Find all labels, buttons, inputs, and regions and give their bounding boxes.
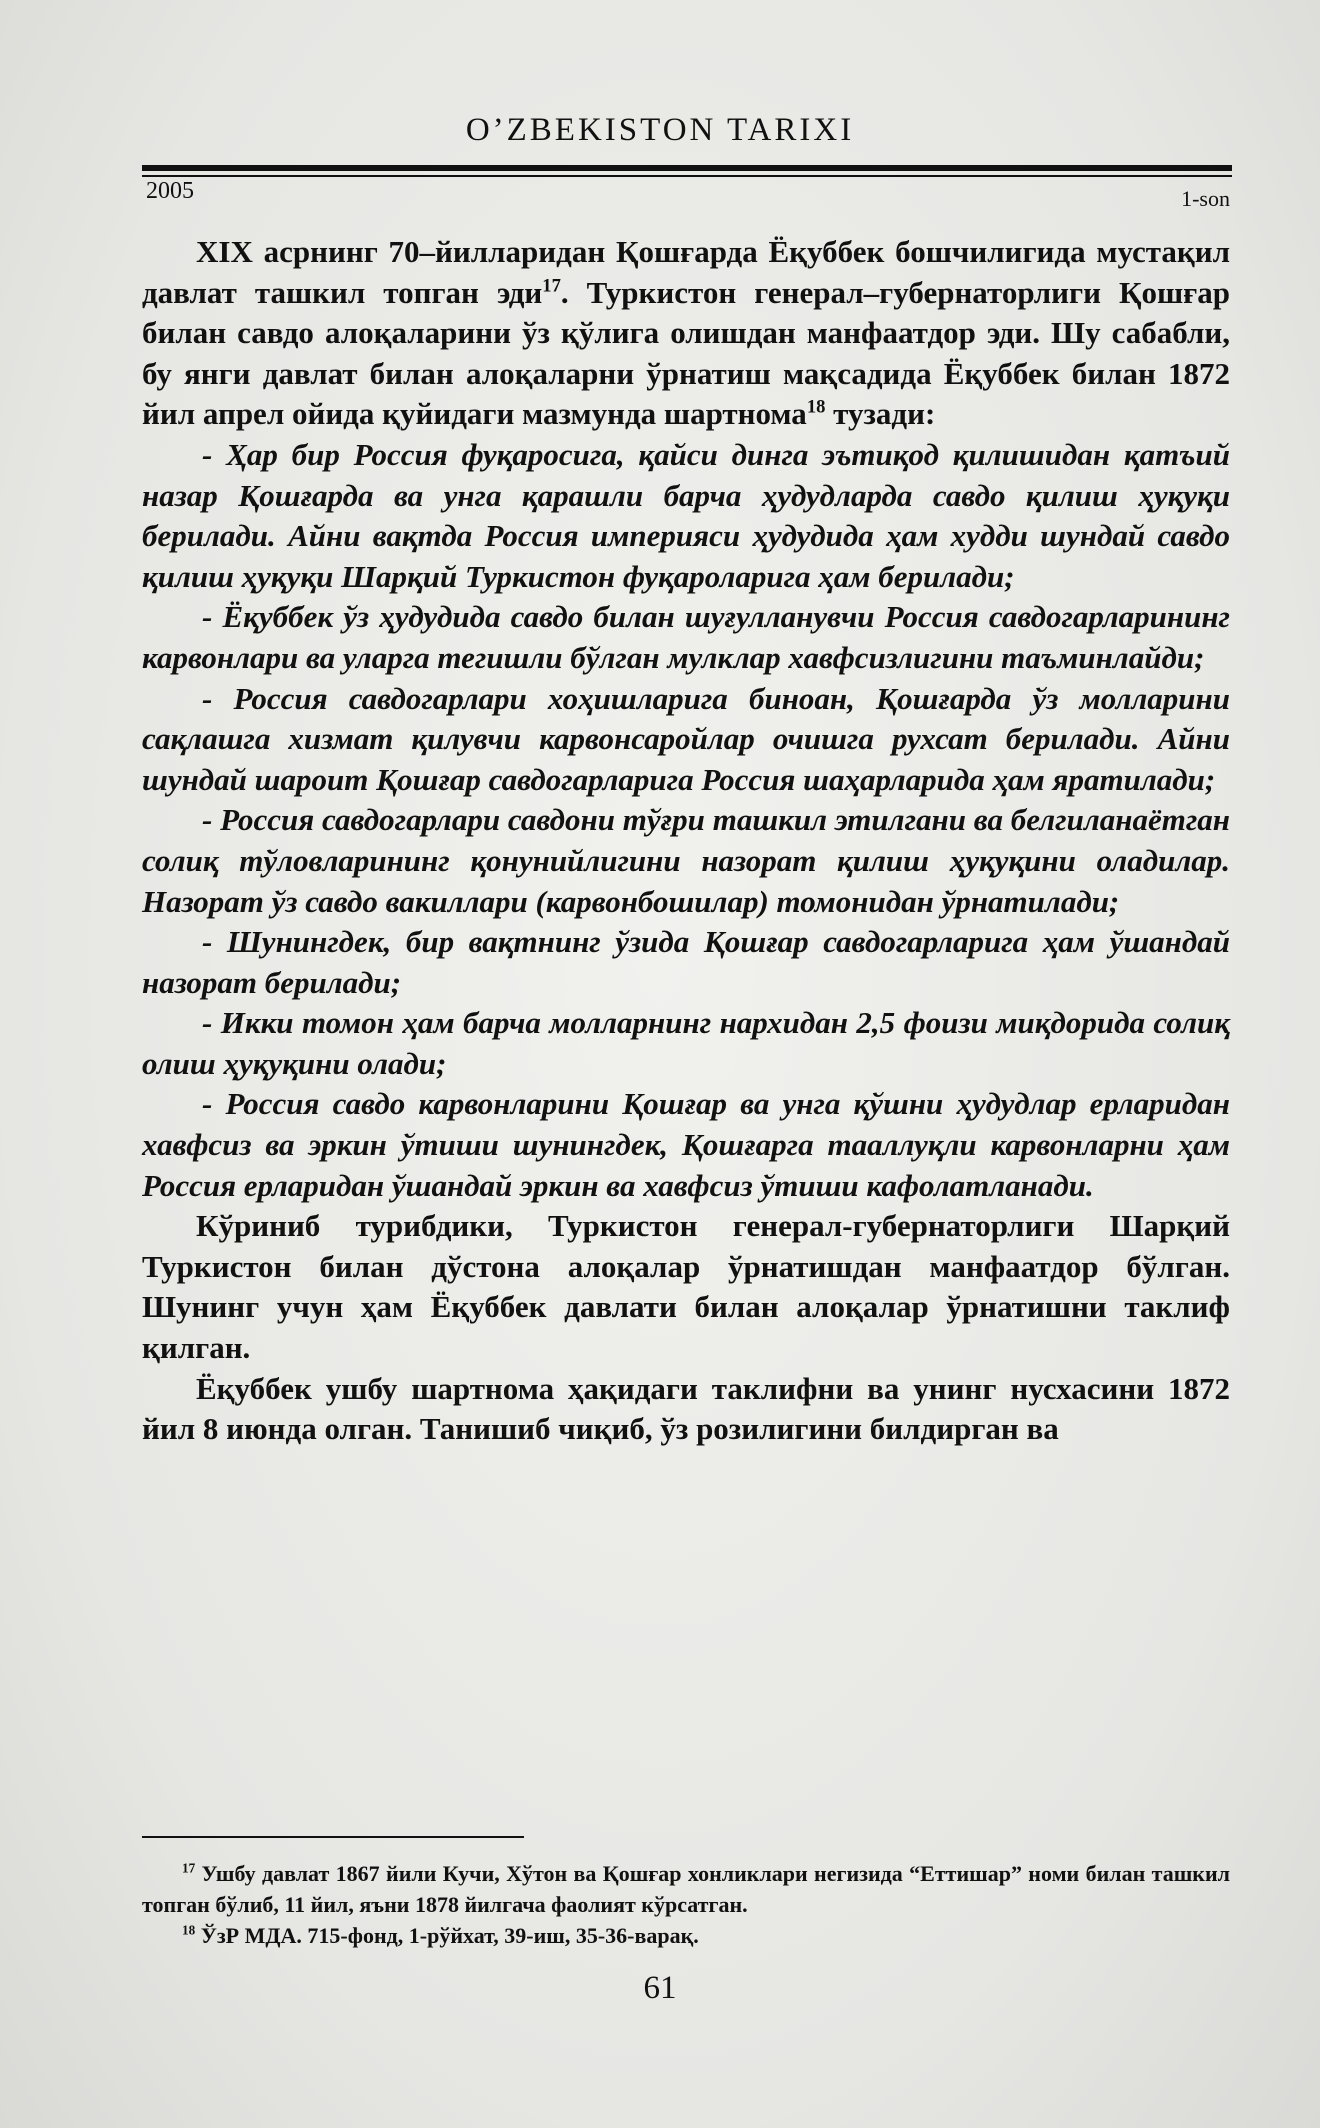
treaty-item: - Россия савдо карвонларини Қошғар ва унга қўшни ҳудудлар ерларидан хавфсиз ва эркин ўтиши шунингдек, Қошғарга тааллуқли карвонларни ҳам Россия ерларидан ўшандай эркин ва хавфсиз ўтиши кафолатланади.: [142, 1086, 1230, 1203]
issue-year: 2005: [146, 178, 194, 204]
treaty-item: - Ёқуббек ўз ҳудудида савдо билан шуғулланувчи Россия савдогарларининг карвонлари ва уларга тегишли бўлган мулклар хавфсизлигини таъминлайди;: [142, 599, 1230, 675]
footnote-ref-17: 17: [542, 275, 561, 297]
journal-title: O’ZBEKISTON TARIXI: [465, 112, 855, 148]
paragraph-reply: Ёқуббек ушбу шартнома ҳақидаги таклифни ва унинг нусхасини 1872 йил 8 июнда олган. Танишиб чиқиб, ўз розилигини билдирган ва: [142, 1370, 1230, 1447]
footnote-18: $^{18}$ ЎзР МДА. 715-фонд, 1-рўйхат, 39-иш, 35-36-варақ.: [182, 1922, 699, 1948]
header-rule-thin: [142, 175, 1232, 177]
treaty-item: - Ҳар бир Россия фуқаросига, қайси динга эътиқод қилишидан қатъий назар Қошғарда ва унга қарашли барча ҳудудларда савдо қилиш ҳуқуқи берилади. Айни вақтда Россия империяси ҳудудида ҳам худди шундай савдо қилиш ҳуқуқи Шарқий Туркистон фуқароларига ҳам берилади;: [142, 436, 1230, 594]
article-body: [142, 232, 1230, 1450]
footnote-17: $^{17}$ Ушбу давлат 1867 йили Кучи, Хўтон ва Қошғар хонликлари негизида “Еттишар” номи билан ташкил топган бўлиб, 11 йил, яъни 1878 йилгача фаолият кўрсатган.: [142, 1860, 1230, 1917]
page-number: 61: [643, 1970, 677, 2006]
issue-number: 1-son: [1181, 186, 1230, 211]
treaty-item: - Шунингдек, бир вақтнинг ўзида Қошғар савдогарларига ҳам ўшандай назорат берилади;: [142, 924, 1230, 1000]
header-rule-thick: [142, 165, 1232, 171]
footnote-ref-18: 18: [806, 397, 826, 419]
paragraph-conclusion: Кўриниб турибдики, Туркистон генерал-губернаторлиги Шарқий Туркистон билан дўстона алоқалар ўрнатишдан манфаатдор бўлган. Шунинг учун ҳам Ёқуббек давлати билан алоқалар ўрнатишни таклиф қилган.: [142, 1208, 1230, 1366]
footnote-separator: [142, 1836, 524, 1838]
paragraph-intro: XIX асрнинг 70–йилларидан Қошғарда Ёқуббек бошчилигида мустақил давлат ташкил топган эди$^{17}$. Туркистон генерал–губернаторлиги Қошғар билан савдо алоқаларини ўз қўлига олишдан манфаатдор эди. Шу сабабли, бу янги давлат билан алоқаларни ўрнатиш мақсадида Ёқуббек билан 1872 йил апрел ойида қуйидаги мазмунда шартнома$^{18}$ тузади:: [142, 234, 1230, 432]
treaty-item: - Россия савдогарлари хоҳишларига биноан, Қошғарда ўз молларини сақлашга хизмат қилувчи карвонсаройлар очишга рухсат берилади. Айни шундай шароит Қошғар савдогарларига Россия шаҳарларида ҳам яратилади;: [142, 680, 1230, 797]
footnotes: [142, 1858, 1230, 1951]
treaty-item: - Россия савдогарлари савдони тўғри ташкил этилгани ва белгиланаётган солиқ тўловларининг қонунийлигини назорат қилиш ҳуқуқини оладилар. Назорат ўз савдо вакиллари (карвонбошилар) томонидан ўрнатилади;: [142, 802, 1230, 919]
treaty-item: - Икки томон ҳам барча молларнинг нархидан 2,5 фоизи миқдорида солиқ олиш ҳуқуқини олади;: [142, 1005, 1230, 1081]
